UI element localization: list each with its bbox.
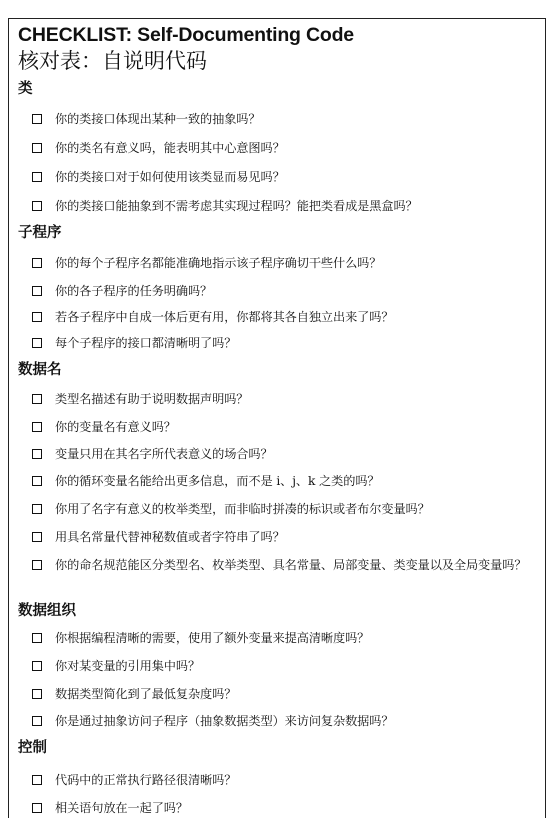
checklist-item-text: 每个子程序的接口都清晰明了吗？: [55, 336, 237, 350]
checklist-item-text: 变量只用在其名字所代表意义的场合吗？: [55, 447, 273, 461]
checklist-item-text: 你是通过抽象访问子程序（抽象数据类型）来访问复杂数据吗？: [55, 714, 394, 728]
checklist-title: CHECKLIST: Self-Documenting Code: [18, 24, 354, 46]
checklist-item: [32, 391, 537, 408]
checklist-item-text: 数据类型简化到了最低复杂度吗？: [55, 687, 237, 701]
section-heading-data-names: 数据名: [18, 362, 62, 378]
checkbox-icon[interactable]: [32, 775, 42, 785]
checklist-item-text: 类型名描述有助于说明数据声明吗？: [55, 392, 249, 406]
checklist-item-text: 相关语句放在一起了吗？: [55, 801, 188, 815]
checklist-item: [32, 658, 537, 675]
checkbox-icon[interactable]: [32, 716, 42, 726]
checklist-item-text: 用具名常量代替神秘数值或者字符串了吗？: [55, 530, 285, 544]
checkbox-icon[interactable]: [32, 504, 42, 514]
checklist-item-text: 你根据编程清晰的需要，使用了额外变量来提高清晰度吗？: [55, 631, 370, 645]
checklist-item: [32, 169, 537, 186]
checklist-item: [32, 419, 537, 436]
checkbox-icon[interactable]: [32, 258, 42, 268]
checklist-subtitle: 核对表：自说明代码: [18, 49, 207, 73]
checklist-item: [32, 140, 537, 157]
checklist-item: [32, 255, 537, 272]
checkbox-icon[interactable]: [32, 422, 42, 432]
checklist-item: [32, 529, 537, 546]
checklist-item-text: 你的各子程序的任务明确吗？: [55, 284, 213, 298]
checkbox-icon[interactable]: [32, 114, 42, 124]
checklist-item: [32, 446, 537, 463]
checkbox-icon[interactable]: [32, 803, 42, 813]
checklist-item: [32, 713, 537, 730]
checklist-item: [32, 473, 537, 490]
section-heading-routines: 子程序: [18, 225, 62, 241]
section-heading-class: 类: [18, 81, 33, 97]
checklist-item-text: 你的循环变量名能给出更多信息，而不是 i、j、k 之类的吗？: [55, 474, 380, 488]
checklist-item: [32, 557, 537, 574]
checkbox-icon[interactable]: [32, 661, 42, 671]
checkbox-icon[interactable]: [32, 312, 42, 322]
checkbox-icon[interactable]: [32, 560, 42, 570]
checkbox-icon[interactable]: [32, 172, 42, 182]
checkbox-icon[interactable]: [32, 143, 42, 153]
checkbox-icon[interactable]: [32, 449, 42, 459]
checklist-item-text: 代码中的正常执行路径很清晰吗？: [55, 773, 237, 787]
checklist-item: [32, 309, 537, 326]
checklist-item-text: 若各子程序中自成一体后更有用，你都将其各自独立出来了吗？: [55, 310, 394, 324]
checkbox-icon[interactable]: [32, 689, 42, 699]
checkbox-icon[interactable]: [32, 201, 42, 211]
checklist-item: [32, 335, 537, 352]
checklist-item-text: 你的每个子程序名都能准确地指示该子程序确切干些什么吗？: [55, 256, 382, 270]
checklist-item-text: 你的类名有意义吗，能表明其中心意图吗？: [55, 141, 285, 155]
checklist-item-text: 你对某变量的引用集中吗？: [55, 659, 201, 673]
checklist-item-text: 你的变量名有意义吗？: [55, 420, 176, 434]
checklist-item-text: 你的类接口能抽象到不需考虑其实现过程吗？能把类看成是黑盒吗？: [55, 199, 418, 213]
checklist-item-text: 你的命名规范能区分类型名、枚举类型、具名常量、局部变量、类变量以及全局变量吗？: [55, 558, 527, 572]
checklist-item: [32, 283, 537, 300]
checklist-item-text: 你的类接口对于如何使用该类显而易见吗？: [55, 170, 285, 184]
checkbox-icon[interactable]: [32, 476, 42, 486]
section-heading-data-organization: 数据组织: [18, 603, 76, 619]
checklist-item-text: 你的类接口体现出某种一致的抽象吗？: [55, 112, 261, 126]
checkbox-icon[interactable]: [32, 286, 42, 296]
checklist-item: [32, 772, 537, 789]
checklist-item-text: 你用了名字有意义的枚举类型，而非临时拼凑的标识或者布尔变量吗？: [55, 502, 430, 516]
checklist-item: [32, 111, 537, 128]
checklist-item: [32, 630, 537, 647]
checklist-item: [32, 501, 537, 518]
section-heading-control: 控制: [18, 740, 47, 756]
checklist-item: [32, 686, 537, 703]
checkbox-icon[interactable]: [32, 633, 42, 643]
checkbox-icon[interactable]: [32, 394, 42, 404]
checklist-item: [32, 198, 537, 215]
checklist-item: [32, 800, 537, 817]
checkbox-icon[interactable]: [32, 532, 42, 542]
checkbox-icon[interactable]: [32, 338, 42, 348]
